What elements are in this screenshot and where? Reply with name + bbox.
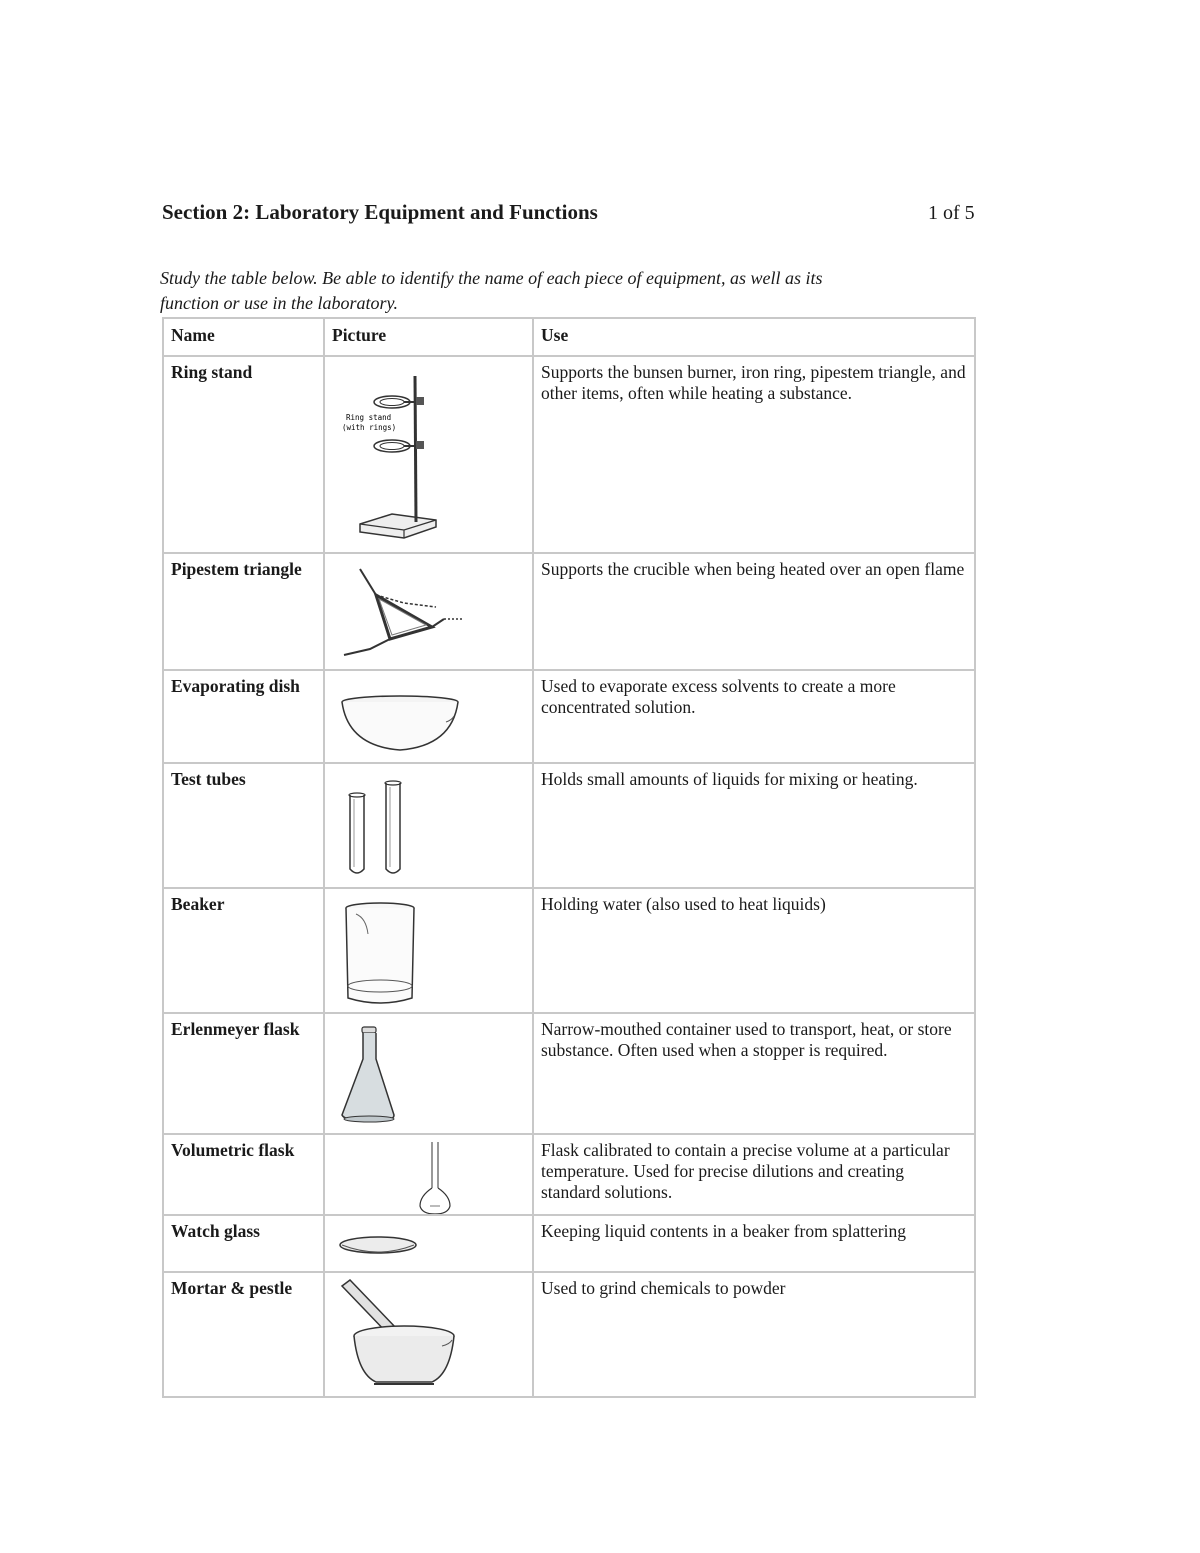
equipment-picture [324,1215,533,1272]
equipment-name: Pipestem triangle [163,553,324,670]
table-row [163,1272,975,1397]
table-row [163,1215,975,1272]
page-number: 1 of 5 [928,202,975,224]
equipment-picture [324,763,533,888]
instructions [160,266,970,316]
evaporating-dish-icon [332,676,541,762]
table-row [163,670,975,763]
equipment-name: Erlenmeyer flask [163,1013,324,1134]
equipment-use: Holds small amounts of liquids for mixing or heating. [533,763,975,888]
equipment-name: Ring stand [163,356,324,553]
equipment-use: Used to evaporate excess solvents to create a more concentrated solution. [533,670,975,763]
equipment-name: Beaker [163,888,324,1013]
equipment-use: Supports the crucible when being heated over an open flame [533,553,975,670]
table-row [163,1013,975,1134]
equipment-name: Evaporating dish [163,670,324,763]
equipment-table [162,317,976,1398]
pipestem-triangle-icon [332,559,541,669]
page-title: Section 2: Laboratory Equipment and Functions [162,200,598,224]
instructions-line-1: Study the table below. Be able to identify the name of each piece of equipment, as well as its [160,268,823,288]
equipment-use: Narrow-mouthed container used to transport, heat, or store substance. Often used when a stopper is required. [533,1013,975,1134]
table-row [163,888,975,1013]
equipment-picture [324,888,533,1013]
equipment-use: Flask calibrated to contain a precise volume at a particular temperature. Used for precise dilutions and creating standard solutions. [533,1134,975,1215]
equipment-picture [324,553,533,670]
ring-stand-icon [332,362,541,552]
test-tubes-icon [332,769,541,887]
equipment-name: Mortar & pestle [163,1272,324,1397]
instructions-line-2: function or use in the laboratory. [160,293,398,313]
equipment-name: Watch glass [163,1215,324,1272]
column-header-picture: Picture [324,318,533,356]
equipment-name: Volumetric flask [163,1134,324,1215]
table-row [163,553,975,670]
table-row [163,763,975,888]
equipment-use: Supports the bunsen burner, iron ring, pipestem triangle, and other items, often while heating a substance. [533,356,975,553]
mortar-pestle-icon [332,1278,541,1396]
ring-stand-sublabel: (with rings) [342,423,397,432]
column-header-use: Use [533,318,975,356]
equipment-use: Used to grind chemicals to powder [533,1272,975,1397]
table-header-row [163,318,975,356]
beaker-icon [332,894,541,1012]
watch-glass-icon [332,1221,541,1271]
table-row [163,1134,975,1215]
equipment-use: Holding water (also used to heat liquids) [533,888,975,1013]
volumetric-flask-icon [332,1140,541,1214]
equipment-picture [324,1134,533,1215]
column-header-name: Name [163,318,324,356]
erlenmeyer-flask-icon [332,1019,541,1133]
equipment-name: Test tubes [163,763,324,888]
equipment-picture [324,1272,533,1397]
equipment-picture [324,1013,533,1134]
equipment-use: Keeping liquid contents in a beaker from splattering [533,1215,975,1272]
table-row [163,356,975,553]
equipment-picture [324,356,533,553]
equipment-picture [324,670,533,763]
ring-stand-label: Ring stand [346,413,392,422]
